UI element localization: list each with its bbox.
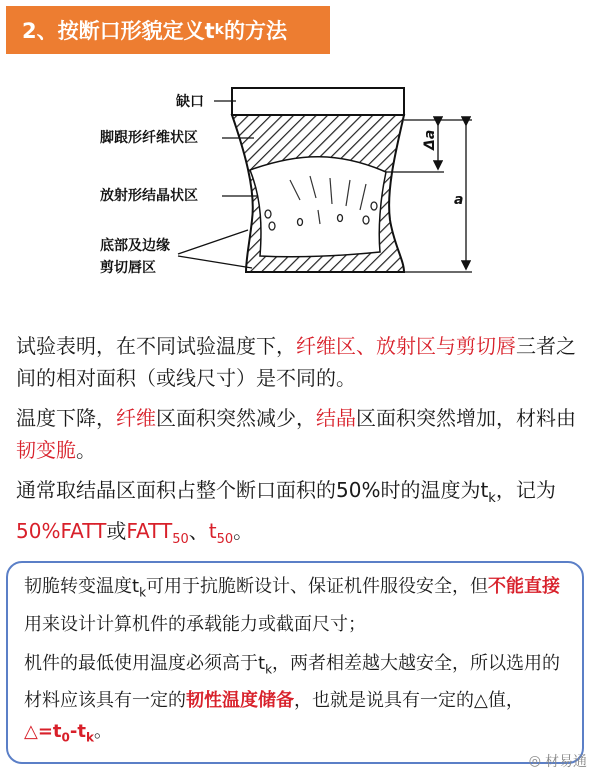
b1-text-2: 可用于抗脆断设计、保证机件服役安全，但: [146, 576, 489, 597]
fracture-diagram: [0, 80, 599, 290]
a-label: a: [454, 192, 464, 208]
fibrous-label: 脚跟形纤维状区: [100, 130, 198, 146]
p3-t50: t: [208, 519, 217, 543]
p2-highlight-1: 纤维: [116, 406, 156, 430]
watermark: [529, 751, 587, 771]
title-sub: k: [214, 22, 224, 38]
p2-highlight-2: 结晶: [316, 406, 356, 430]
p2-text-7: 。: [76, 438, 96, 462]
p2-text-3: 区面积突然减少，: [156, 406, 316, 430]
b2-highlight: 韧性温度储备: [186, 690, 294, 712]
note-box: [6, 561, 584, 764]
wechat-icon: ◎: [528, 753, 541, 769]
p1-highlight: 纤维区、放射区与剪切唇: [296, 334, 516, 358]
b2-text-1: 机件的最低使用温度必须高于t: [24, 652, 266, 674]
section-title: [6, 6, 330, 54]
b1-text-4: 用来设计计算机件的承载能力或截面尺寸；: [24, 613, 366, 635]
b2-formula-2: -t: [69, 721, 86, 743]
p3-sub-1: k: [488, 491, 496, 506]
b2-text-4: ，也就是说具有一定的△值，: [294, 690, 524, 712]
notch-label: 缺口: [176, 94, 204, 110]
p3-text-4: 或: [106, 519, 127, 543]
title-prefix: 2、按断口形貌定义t: [22, 19, 215, 43]
watermark-text: 材易通: [545, 754, 587, 770]
notch-block: [232, 88, 404, 115]
b2-sub-1: k: [265, 662, 273, 677]
p1-text-1: 试验表明，在不同试验温度下，: [16, 334, 296, 358]
b1-highlight: 不能直接: [488, 576, 561, 597]
p3-sub-50: 50: [172, 532, 189, 547]
b2-text-2: ，两者相差越大越安全，所以选用的材料应该具有一定的: [24, 652, 561, 712]
p3-text-8: 。: [233, 519, 254, 543]
title-suffix: 的方法: [223, 19, 287, 43]
paragraph-2: [16, 402, 586, 466]
b1-sub: k: [139, 585, 147, 600]
b2-sub-0: 0: [61, 730, 70, 745]
radial-label: 放射形结晶状区: [100, 188, 198, 204]
p1-text-3: 三者之间的相对面积（或线尺寸）是不同的。: [16, 334, 576, 390]
p3-text-6: 、: [188, 519, 209, 543]
delta-a-label: Δa: [422, 129, 438, 150]
box-paragraph-2: [24, 648, 570, 754]
b2-sub-k: k: [85, 730, 94, 745]
p2-highlight-3: 韧变脆: [16, 438, 76, 462]
b2-formula-1: △=t: [24, 721, 62, 743]
p3-fatt50: FATT: [126, 519, 173, 543]
paragraph-1: [16, 330, 586, 394]
shear-leader-2: [178, 256, 252, 268]
p2-text-5: 区面积突然增加，材料由: [356, 406, 576, 430]
paragraph-3: [16, 474, 586, 556]
b1-text-1: 韧脆转变温度t: [24, 576, 140, 597]
p3-fatt: 50%FATT: [16, 519, 107, 543]
radial-zone: [250, 157, 386, 257]
box-paragraph-1: [24, 571, 570, 640]
shear-label-2: 剪切唇区: [100, 260, 156, 276]
p2-text-1: 温度下降，: [16, 406, 116, 430]
shear-leader-1: [178, 230, 248, 254]
shear-label-1: 底部及边缘: [100, 238, 170, 254]
b2-text-7: 。: [93, 721, 112, 743]
p3-sub-t50: 50: [216, 532, 234, 547]
p3-text-2: ，记为: [495, 478, 556, 502]
p3-text-1: 通常取结晶区面积占整个断口面积的50%时的温度为t: [16, 478, 489, 502]
